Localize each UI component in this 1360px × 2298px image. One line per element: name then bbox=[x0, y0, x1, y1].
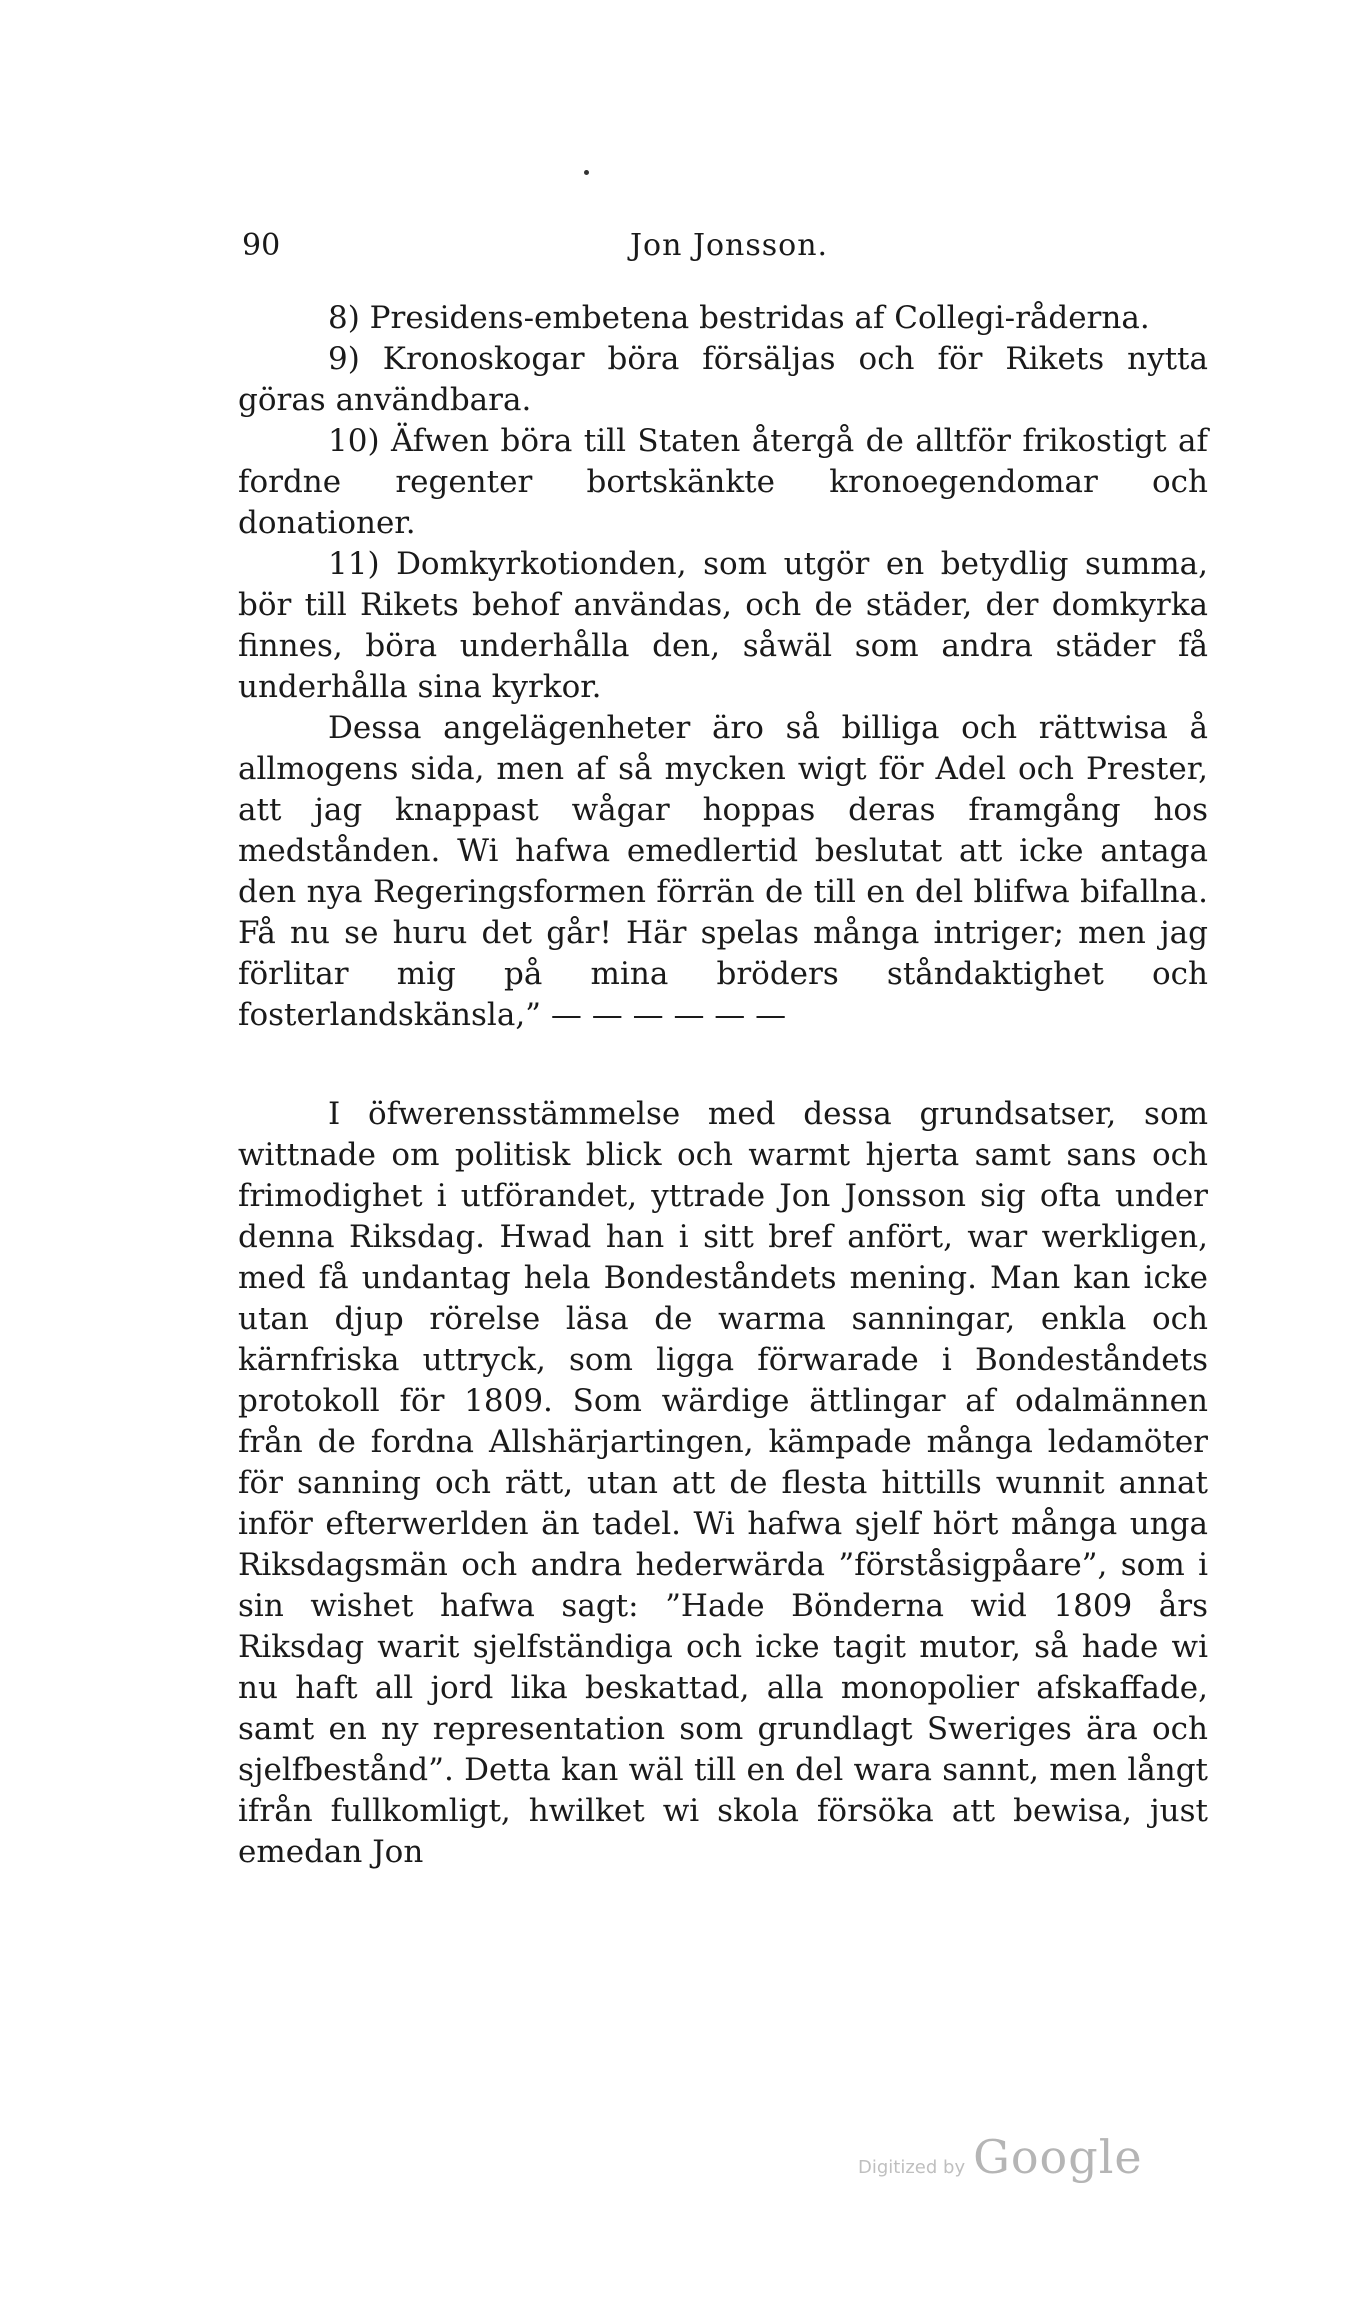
google-logo: Google bbox=[973, 2130, 1143, 2184]
page-number: 90 bbox=[242, 228, 281, 263]
text-block-bottom bbox=[238, 1094, 1208, 1873]
body-paragraph: I öfwerensstämmelse med dessa grundsatser, som wittnade om politisk blick och warmt hjerta samt sans och frimodighet i utförandet, yttrade Jon Jonsson sig ofta under denna Riksdag. Hwad han i sitt bref anfört, war werkligen, med få undantag hela Bondeståndets mening. Man kan icke utan djup rörelse läsa de warma sanningar, enkla och kärnfriska uttryck, som ligga förwarade i Bondeståndets protokoll för 1809. Som wärdige ättlingar af odalmännen från de fordna Allshärjartingen, kämpade många ledamöter för sanning och rätt, utan att de flesta hittills wunnit annat inför efterwerlden än tadel. Wi hafwa sjelf hört många unga Riksdagsmän och andra hederwärda ”förståsigpåare”, som i sin wishet hafwa sagt: ”Hade Bönderna wid 1809 års Riksdag warit sjelfständiga och icke tagit mutor, så hade wi nu haft all jord lika beskattad, alla monopolier afskaffade, samt en ny representation som grundlagt Sweriges ära och sjelfbestånd”. Detta kan wäl till en del wara sannt, men långt ifrån fullkomligt, hwilket wi skola försöka att bewisa, just emedan Jon bbox=[238, 1096, 1208, 1870]
list-item: 10) Äfwen böra till Staten återgå de alltför frikostigt af fordne regenter bortskänkte kronoegendomar och donationer. bbox=[238, 423, 1208, 541]
page-header bbox=[230, 228, 1230, 268]
list-item: 9) Kronoskogar böra försäljas och för Rikets nytta göras användbara. bbox=[238, 341, 1208, 418]
list-item: 8) Presidens-embetena bestridas af Collegi-råderna. bbox=[328, 300, 1150, 336]
digitized-watermark bbox=[858, 2130, 1143, 2190]
print-speck bbox=[584, 170, 589, 175]
running-title: Jon Jonsson. bbox=[630, 228, 829, 263]
watermark-prefix: Digitized by bbox=[858, 2157, 966, 2178]
list-item: 11) Domkyrkotionden, som utgör en betydlig summa, bör till Rikets behof användas, och de städer, der domkyrka finnes, böra underhålla den, såwäl som andra städer få underhålla sina kyrkor. bbox=[238, 546, 1208, 705]
text-block-top bbox=[238, 298, 1208, 1036]
letter-paragraph: Dessa angelägenheter äro så billiga och rättwisa å allmogens sida, men af så mycken wigt för Adel och Prester, att jag knappast wågar hoppas deras framgång hos medstånden. Wi hafwa emedlertid beslutat att icke antaga den nya Regeringsformen förrän de till en del blifwa bifallna. Få nu se huru det går! Här spelas många intriger; men jag förlitar mig på mina bröders ståndaktighet och fosterlandskänsla,” — — — — — — bbox=[238, 710, 1208, 1033]
